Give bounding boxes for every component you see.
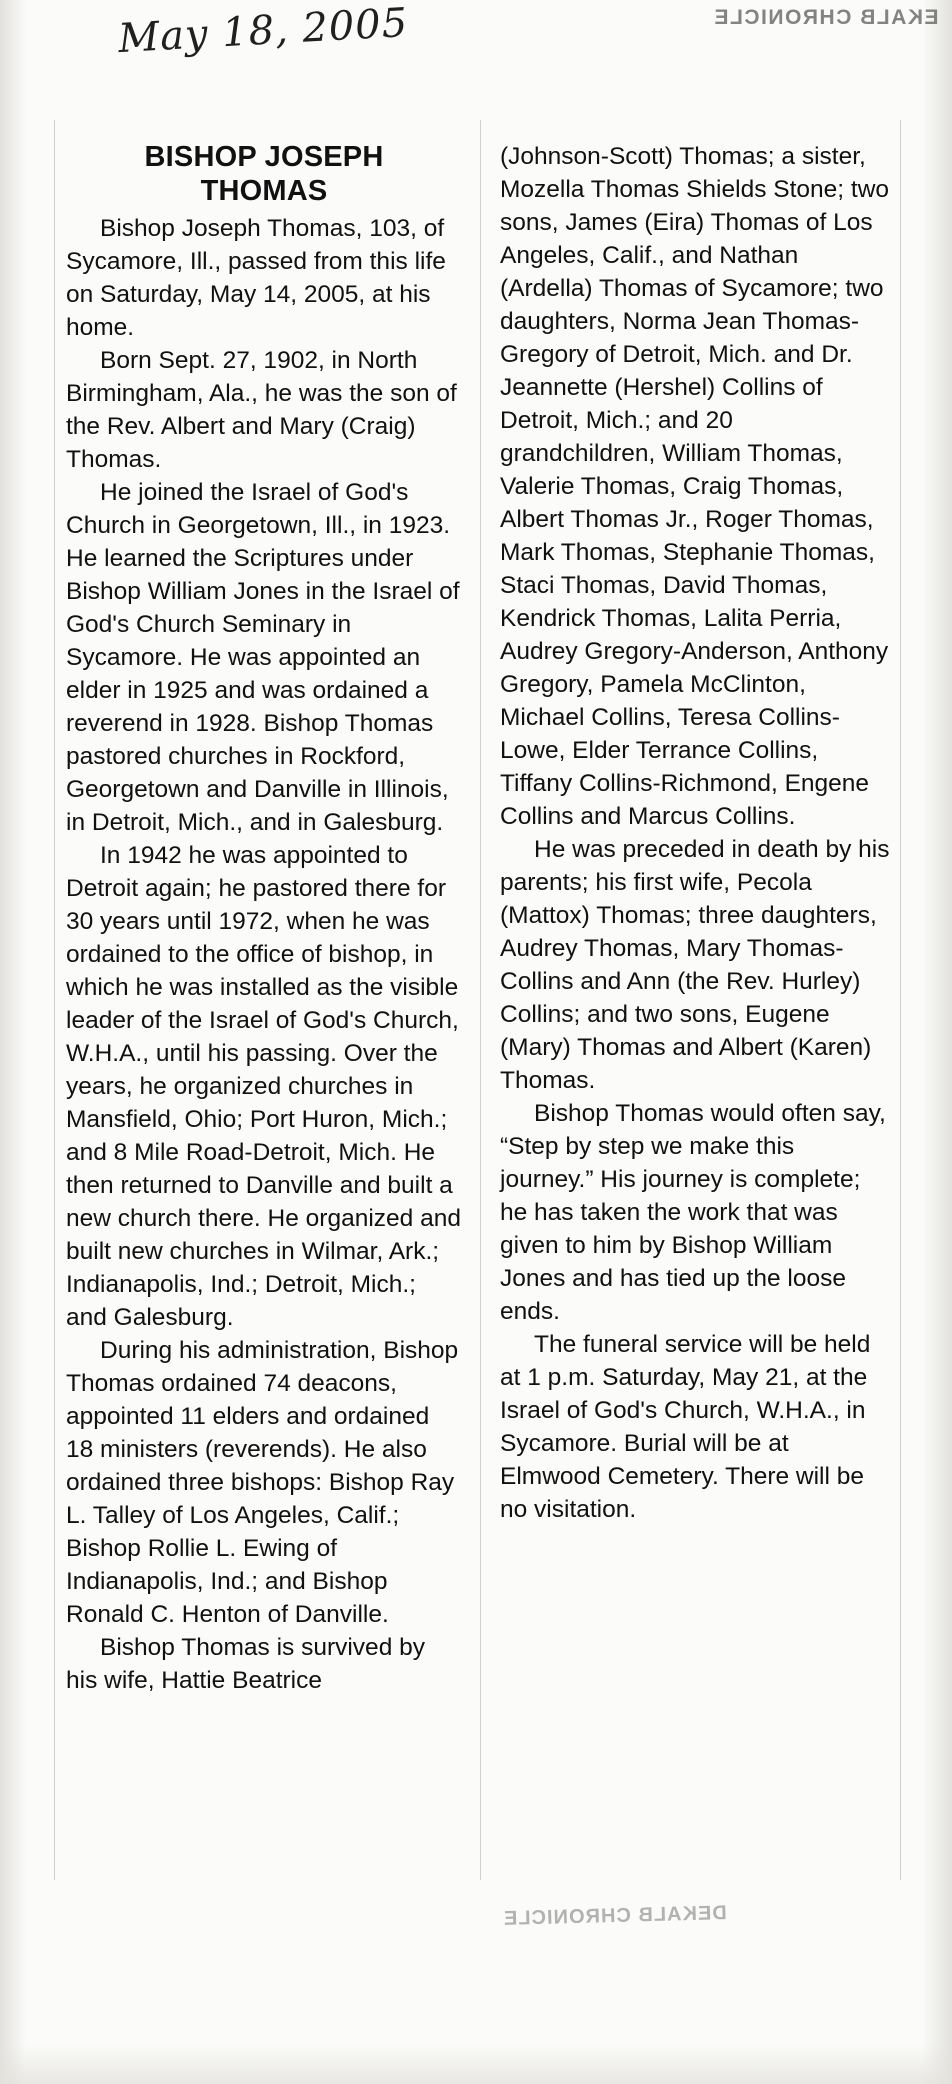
masthead-stamp-top: EKALB CHRONICLE [712, 6, 938, 29]
paragraph: Bishop Thomas would often say, “Step by step we make this journey.” His journey is complete; he has taken the work that was given to him by Bishop William Jones and has tied up the loose ends. [500, 1100, 886, 1325]
handwritten-date: May 18, 2005 [116, 0, 410, 63]
obituary-headline [66, 140, 462, 208]
paragraph: Bishop Thomas is survived by his wife, Hattie Beatrice [66, 1634, 425, 1694]
column-rule-middle [480, 120, 481, 1880]
headline-line-1: BISHOP JOSEPH [144, 141, 384, 173]
scan-edge-bottom [0, 2044, 952, 2084]
column-rule-left [54, 120, 55, 1880]
paragraph: Bishop Joseph Thomas, 103, of Sycamore, Ill., passed from this life on Saturday, May 14, 2005, at his home. [66, 215, 446, 341]
paragraph: In 1942 he was appointed to Detroit again; he pastored there for 30 years until 1972, when he was ordained to the office of bishop, in which he was installed as the visible leader of the Israel of God's Church, W.H.A., until his passing. Over the years, he organized churches in Mansfield, Ohio; Port Huron, Mich.; and 8 Mile Road-Detroit, Mich. He then returned to Danville and built a new church there. He organized and built new churches in Wilmar, Ark.; Indianapolis, Ind.; Detroit, Mich.; and Galesburg. [66, 842, 461, 1331]
paragraph: During his administration, Bishop Thomas ordained 74 deacons, appointed 11 elders and ordained 18 ministers (reverends). He also ordained three bishops: Bishop Ray L. Talley of Los Angeles, Calif.; Bishop Rollie L. Ewing of Indianapolis, Ind.; and Bishop Ronald C. Henton of Danville. [66, 1337, 459, 1628]
masthead-stamp-bottom: DEKALB CHRONICLE [502, 1902, 728, 1930]
paragraph: He was preceded in death by his parents; his first wife, Pecola (Mattox) Thomas; three daughters, Audrey Thomas, Mary Thomas-Collins and Ann (the Rev. Hurley) Collins; and two sons, Eugene (Mary) Thomas and Albert (Karen) Thomas. [500, 836, 890, 1094]
scan-edge-left [0, 0, 26, 2084]
paragraph: (Johnson-Scott) Thomas; a sister, Mozella Thomas Shields Stone; two sons, James (Eira) Thomas of Los Angeles, Calif., and Nathan (Ardella) Thomas of Sycamore; two daughters, Norma Jean Thomas-Gregory of Detroit, Mich. and Dr. Jeannette (Hershel) Collins of Detroit, Mich.; and 20 grandchildren, William Thomas, Valerie Thomas, Craig Thomas, Albert Thomas Jr., Roger Thomas, Mark Thomas, Stephanie Thomas, Staci Thomas, David Thomas, Kendrick Thomas, Lalita Perria, Audrey Gregory-Anderson, Anthony Gregory, Pamela McClinton, Michael Collins, Teresa Collins-Lowe, Elder Terrance Collins, Tiffany Collins-Richmond, Engene Collins and Marcus Collins. [500, 143, 890, 830]
obituary-column-right [500, 140, 890, 1526]
paragraph: He joined the Israel of God's Church in Georgetown, Ill., in 1923. He learned the Scriptures under Bishop William Jones in the Israel of God's Church Seminary in Sycamore. He was appointed an elder in 1925 and was ordained a reverend in 1928. Bishop Thomas pastored churches in Rockford, Georgetown and Danville in Illinois, in Detroit, Mich., and in Galesburg. [66, 479, 460, 836]
column-rule-right [900, 120, 901, 1880]
paragraph: The funeral service will be held at 1 p.m. Saturday, May 21, at the Israel of God's Church, W.H.A., in Sycamore. Burial will be at Elmwood Cemetery. There will be no visitation. [500, 1331, 871, 1523]
scan-edge-right [922, 0, 952, 2084]
paragraph: Born Sept. 27, 1902, in North Birmingham, Ala., he was the son of the Rev. Albert and Mary (Craig) Thomas. [66, 347, 457, 473]
obituary-column-left [66, 140, 462, 1697]
headline-line-2: THOMAS [200, 175, 328, 207]
